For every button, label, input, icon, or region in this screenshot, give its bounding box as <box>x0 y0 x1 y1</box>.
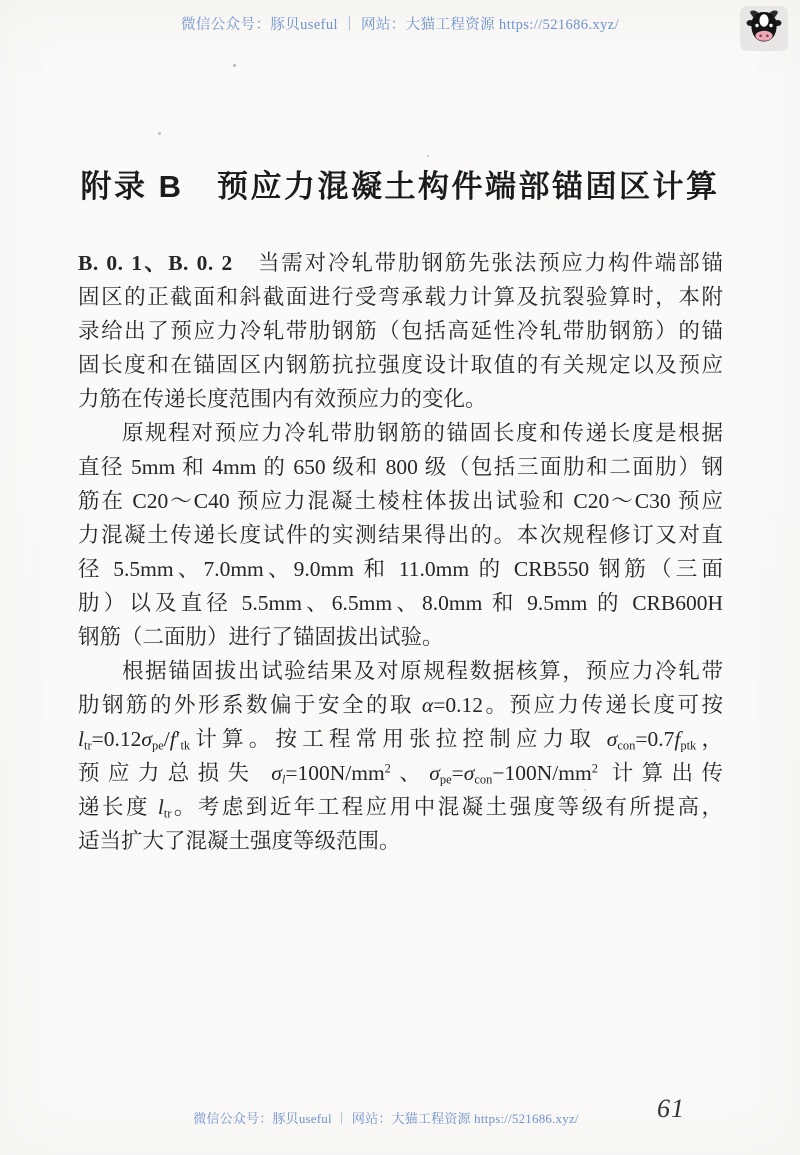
cow-logo-badge <box>740 6 788 51</box>
body-line: 适当扩大了混凝土强度等级范围。 <box>78 829 401 853</box>
body-line: 肋）以及直径 5.5mm、6.5mm、8.0mm 和 9.5mm 的 CRB600H <box>78 591 723 615</box>
cow-face-icon <box>744 6 784 51</box>
body-line: $l_{tr}=0.12\sigma_{pe}/f'_{tk}$计算。按工程常用张拉控制应力取 $\sigma_{con}=0.7f_{ptk}$， <box>78 727 723 753</box>
page-number: 61 <box>657 1094 685 1123</box>
body-line: 钢筋（二面肋）进行了锚固拔出试验。 <box>78 625 444 649</box>
scan-speck <box>233 64 236 67</box>
body-line: 力筋在传递长度范围内有效预应力的变化。 <box>78 387 487 411</box>
body-line: 固区的正截面和斜截面进行受弯承载力计算及抗裂验算时，本附 <box>78 285 723 309</box>
body-line: 根据锚固拔出试验结果及对原规程数据核算，预应力冷轧带 <box>122 659 723 683</box>
body-line: 递长度 $l_{tr}$。考虑到近年工程应用中混凝土强度等级有所提高， <box>78 795 723 821</box>
body-line: 筋在 C20～C40 预应力混凝土棱柱体拔出试验和 C20～C30 预应 <box>78 489 723 513</box>
scan-speck <box>427 155 429 157</box>
body-line: B. 0. 1、B. 0. 2 当需对冷轧带肋钢筋先张法预应力构件端部锚 <box>78 251 723 275</box>
page-title: 附录 B 预应力混凝土构件端部锚固区计算 <box>80 169 720 204</box>
body-line: 直径 5mm 和 4mm 的 650 级和 800 级（包括三面肋和二面肋）钢 <box>78 455 723 479</box>
body-line: 径 5.5mm、7.0mm、9.0mm 和 11.0mm 的 CRB550 钢筋（三面 <box>78 557 723 581</box>
body-line: 原规程对预应力冷轧带肋钢筋的锚固长度和传递长度是根据 <box>122 421 723 445</box>
scan-speck <box>158 132 161 135</box>
body-line: 预应力总损失 $\sigma_l=100N/mm^2$、$\sigma_{pe}=\sigma_{con}-100N/mm^2$ 计算出传 <box>78 761 723 787</box>
body-line: 录给出了预应力冷轧带肋钢筋（包括高延性冷轧带肋钢筋）的锚 <box>78 319 723 343</box>
scan-speck <box>584 789 586 791</box>
body-line: 固长度和在锚固区内钢筋抗拉强度设计取值的有关规定以及预应 <box>78 353 723 377</box>
body-text <box>78 246 723 858</box>
body-line: 肋钢筋的外形系数偏于安全的取 α=0.12。预应力传递长度可按 <box>78 693 723 717</box>
watermark-bottom: 微信公众号：豚贝useful ｜ 网站：大猫工程资源 https://521686.xyz/ <box>193 1111 579 1126</box>
watermark-top: 微信公众号：豚贝useful ｜ 网站：大猫工程资源 https://521686.xyz/ <box>180 17 620 33</box>
body-line: 力混凝土传递长度试件的实测结果得出的。本次规程修订又对直 <box>78 523 723 547</box>
